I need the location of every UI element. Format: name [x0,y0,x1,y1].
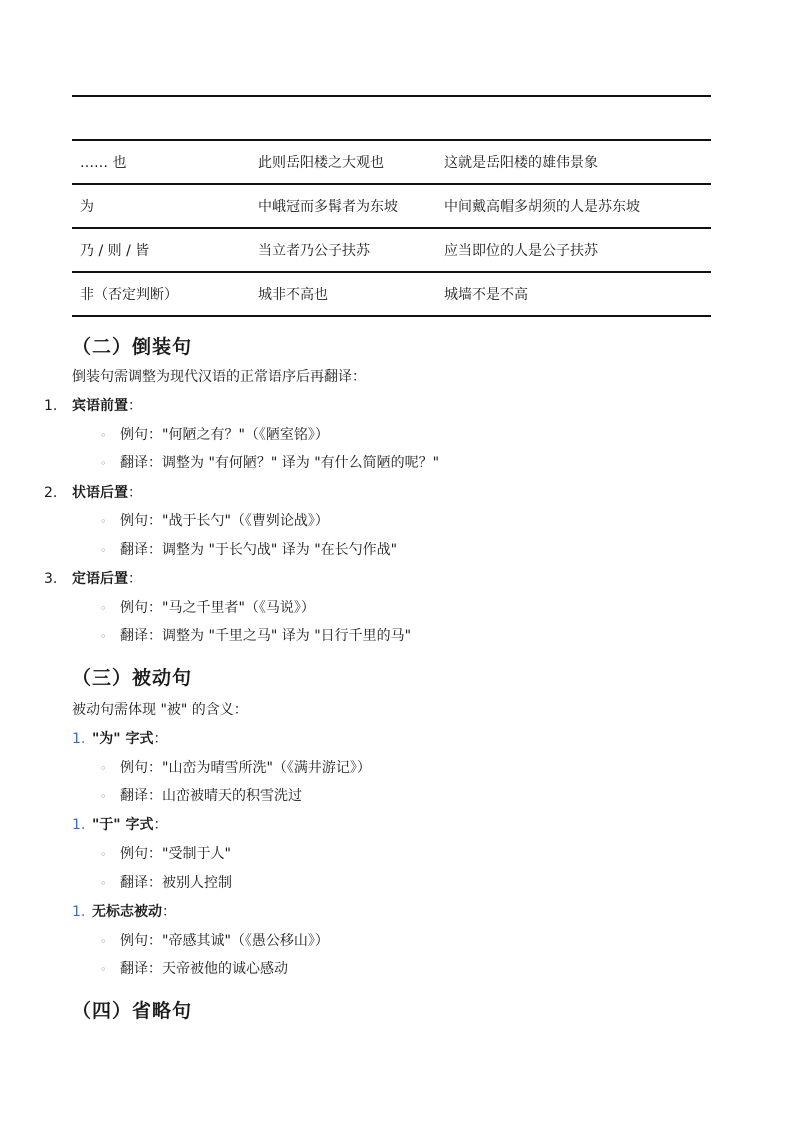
item-colon: ： [162,904,176,920]
table-cell-marker: 为 [80,199,94,215]
example-text: 例句："马之千里者"（《马说》） [120,600,315,616]
translation-text: 翻译：被别人控制 [120,875,232,891]
bullet-icon: ◦ [100,848,107,861]
translation-text: 翻译：天帝被他的诚心感动 [120,961,288,977]
bullet-icon: ◦ [100,790,107,803]
table-cell-marker: 乃 / 则 / 皆 [80,243,150,259]
table-cell-example: 当立者乃公子扶苏 [258,243,370,259]
bullet-item [100,539,397,559]
bullet-icon: ◦ [100,877,107,890]
item-label: 定语后置 [72,571,128,587]
bullet-item [100,872,232,892]
bullet-icon: ◦ [100,963,107,976]
section-heading-passive: （三）被动句 [72,667,193,689]
item-label: "于" 字式 [92,817,154,833]
judgment-sentence-table [72,95,711,317]
example-text: 例句："受制于人" [120,846,231,862]
translation-text: 翻译：调整为 "有何陋？" 译为 "有什么简陋的呢？" [120,455,440,471]
bullet-item [100,930,329,950]
example-text: 例句："战于长勺"（《曹刿论战》） [120,513,329,529]
table-cell-translation: 城墙不是不高 [444,287,528,303]
bullet-item [100,510,329,530]
item-number: 1. [72,817,86,833]
item-colon: ： [128,571,142,587]
bullet-icon: ◦ [100,429,107,442]
item-label: 无标志被动 [92,904,162,920]
table-cell-translation: 中间戴高帽多胡须的人是苏东坡 [444,199,640,215]
section-heading-ellipsis: （四）省略句 [72,1000,193,1022]
section-heading-inversion: （二）倒装句 [72,336,193,358]
example-text: 例句："山峦为晴雪所洗"（《满井游记》） [120,760,371,776]
bullet-icon: ◦ [100,602,107,615]
bullet-icon: ◦ [100,457,107,470]
item-number: 1. [72,904,86,920]
item-colon: ： [128,398,142,414]
table-row [72,273,711,315]
table-header-row [72,97,711,141]
numbered-item [44,568,142,588]
bullet-item [100,625,411,645]
bullet-item [100,958,288,978]
section-intro: 倒装句需调整为现代汉语的正常语序后再翻译： [72,369,366,385]
item-number: 1. [44,398,58,414]
translation-text: 翻译：调整为 "千里之马" 译为 "日行千里的马" [120,628,412,644]
bullet-item [100,597,315,617]
table-cell-example: 城非不高也 [258,287,328,303]
section-intro: 被动句需体现 "被" 的含义： [72,702,248,718]
table-row [72,185,711,229]
example-text: 例句："何陋之有？"（《陋室铭》） [120,427,329,443]
item-number: 1. [72,731,86,747]
numbered-item [72,814,167,834]
numbered-item [72,901,176,921]
bullet-item [100,757,371,777]
example-text: 例句："帝感其诚"（《愚公移山》） [120,933,329,949]
numbered-item [72,728,167,748]
item-colon: ： [153,731,168,747]
table-cell-example: 中峨冠而多髯者为东坡 [258,199,398,215]
bullet-item [100,424,329,444]
item-colon: ： [128,485,142,501]
item-label: 宾语前置 [72,398,128,414]
bullet-icon: ◦ [100,935,107,948]
item-label: "为" 字式 [92,731,154,747]
table-cell-marker: 非（否定判断） [80,287,178,303]
item-label: 状语后置 [72,485,128,501]
bullet-icon: ◦ [100,515,107,528]
table-row [72,229,711,273]
bullet-icon: ◦ [100,544,107,557]
table-cell-translation: 这就是岳阳楼的雄伟景象 [444,155,598,171]
item-number: 3. [44,571,58,587]
item-colon: ： [153,817,168,833]
numbered-item [44,482,142,502]
table-cell-marker: …… 也 [80,155,127,171]
table-cell-translation: 应当即位的人是公子扶苏 [444,243,598,259]
numbered-item [44,395,142,415]
translation-text: 翻译：山峦被晴天的积雪洗过 [120,788,302,804]
table-row [72,141,711,185]
bullet-icon: ◦ [100,630,107,643]
bullet-icon: ◦ [100,762,107,775]
translation-text: 翻译：调整为 "于长勺战" 译为 "在长勺作战" [120,542,398,558]
bullet-item [100,785,302,805]
item-number: 2. [44,485,58,501]
bullet-item [100,843,231,863]
bullet-item [100,452,439,472]
table-cell-example: 此则岳阳楼之大观也 [258,155,384,171]
